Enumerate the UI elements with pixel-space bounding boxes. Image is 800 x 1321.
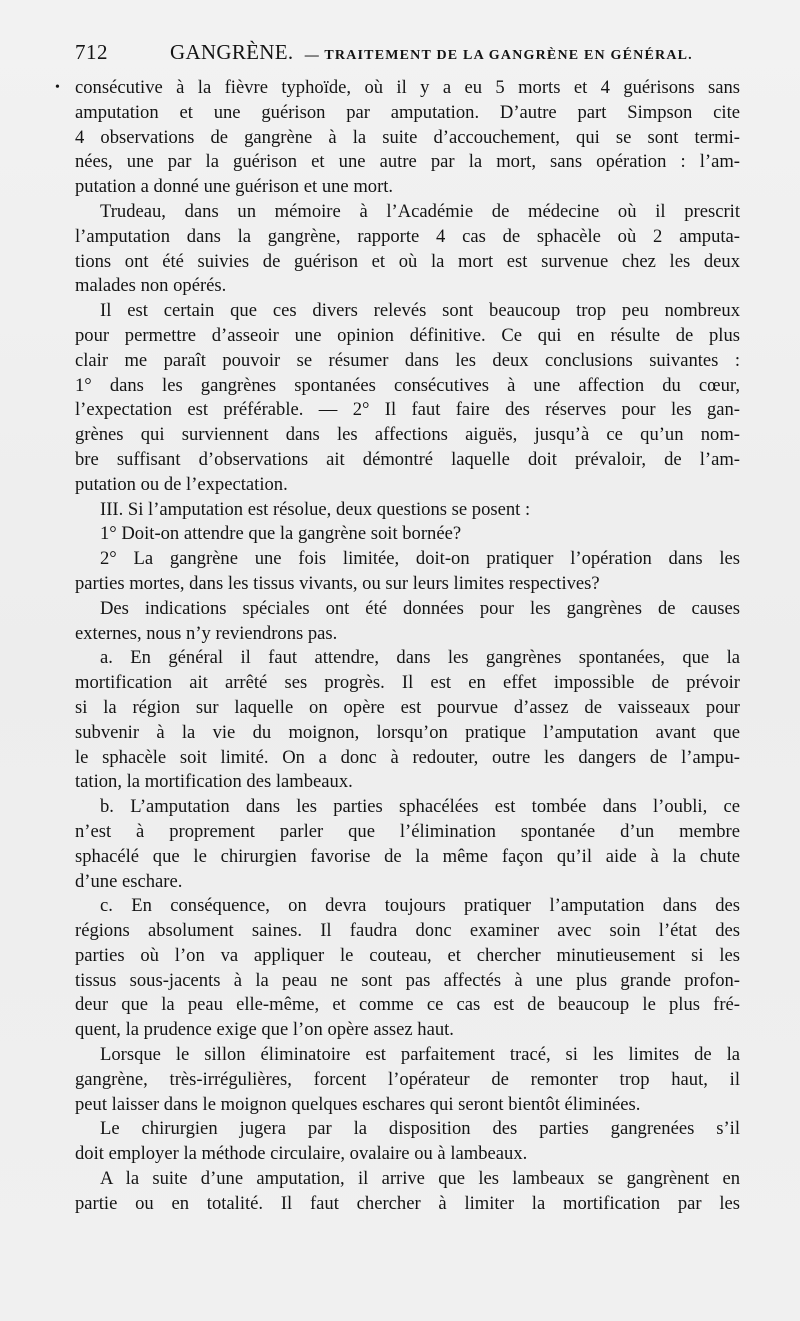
text-line: parties où l’on va appliquer le couteau, et chercher minutieusement si les: [75, 944, 740, 966]
text-line: b. L’amputation dans les parties sphacélées est tombée dans l’oubli, ce: [100, 796, 740, 818]
text-line: tation, la mortification des lambeaux.: [75, 771, 353, 793]
text-line: pour permettre d’asseoir une opinion définitive. Ce qui en résulte de plus: [75, 324, 740, 346]
running-header: [75, 40, 740, 70]
text-line: deur que la peau elle-même, et comme ce cas est de beaucoup le plus fré-: [75, 994, 740, 1016]
text-line: doit employer la méthode circulaire, ovalaire ou à lambeaux.: [75, 1143, 528, 1165]
text-line: Il est certain que ces divers relevés sont beaucoup trop peu nombreux: [100, 300, 740, 322]
text-line: malades non opérés.: [75, 275, 227, 297]
text-line: externes, nous n’y reviendrons pas.: [75, 622, 338, 644]
text-line: consécutive à la fièvre typhoïde, où il y a eu 5 morts et 4 guérisons sans: [75, 77, 740, 98]
text-line: Lorsque le sillon éliminatoire est parfaitement tracé, si les limites de la: [100, 1044, 740, 1066]
text-line: d’une eschare.: [75, 870, 183, 892]
running-title-sub: — TRAITEMENT DE LA GANGRÈNE EN GÉNÉRAL.: [304, 48, 693, 63]
text-line: 2° La gangrène une fois limitée, doit-on pratiquer l’opération dans les: [100, 548, 740, 570]
text-line: partie ou en totalité. Il faut chercher à limiter la mortification par les: [75, 1192, 740, 1214]
text-line: mortification ait arrêté ses progrès. Il est en effet impossible de prévoir: [75, 672, 740, 694]
page-number: 712: [75, 40, 108, 64]
text-line: putation a donné une guérison et une mort.: [75, 176, 394, 198]
text-line: 1° Doit-on attendre que la gangrène soit bornée?: [100, 523, 462, 545]
text-line: 4 observations de gangrène à la suite d’accouchement, qui se sont termi-: [75, 126, 740, 148]
text-line: tissus sous-jacents à la peau ne sont pas affectés à une plus grande profon-: [75, 969, 740, 991]
text-line: Le chirurgien jugera par la disposition des parties gangrenées s’il: [100, 1118, 740, 1140]
text-line: l’amputation dans la gangrène, rapporte 4 cas de sphacèle où 2 amputa-: [75, 225, 740, 247]
text-line: gangrène, très-irrégulières, forcent l’opérateur de remonter trop haut, il: [75, 1068, 740, 1090]
text-line: Trudeau, dans un mémoire à l’Académie de médecine où il prescrit: [100, 200, 740, 222]
text-line: le sphacèle soit limité. On a donc à redouter, outre les dangers de l’ampu-: [75, 746, 740, 768]
margin-mark: •: [55, 80, 60, 95]
text-line: c. En conséquence, on devra toujours pratiquer l’amputation dans des: [100, 895, 740, 917]
text-line: 1° dans les gangrènes spontanées consécutives à une affection du cœur,: [75, 374, 740, 396]
text-line: nées, une par la guérison et une autre par la mort, sans opération : l’am-: [75, 151, 740, 173]
text-line: Des indications spéciales ont été données pour les gangrènes de causes: [100, 597, 740, 619]
text-line: clair me paraît pouvoir se résumer dans les deux conclusions suivantes :: [75, 349, 740, 371]
text-line: amputation et une guérison par amputation. D’autre part Simpson cite: [75, 101, 740, 123]
text-line: quent, la prudence exige que l’on opère assez haut.: [75, 1019, 454, 1041]
running-title-main: GANGRÈNE.: [170, 40, 294, 64]
running-title: [170, 40, 693, 65]
text-line: bre suffisant d’observations ait démontré laquelle doit prévaloir, de l’am-: [75, 448, 740, 470]
text-line: A la suite d’une amputation, il arrive que les lambeaux se gangrènent en: [100, 1168, 740, 1190]
text-line: n’est à proprement parler que l’élimination spontanée d’un membre: [75, 820, 740, 842]
text-line: parties mortes, dans les tissus vivants, ou sur leurs limites respectives?: [75, 572, 600, 594]
text-line: III. Si l’amputation est résolue, deux questions se posent :: [100, 498, 531, 520]
text-line: a. En général il faut attendre, dans les gangrènes spontanées, que la: [100, 647, 740, 669]
text-line: si la région sur laquelle on opère est pourvue d’assez de vaisseaux pour: [75, 696, 740, 718]
text-line: putation ou de l’expectation.: [75, 473, 288, 495]
text-line: l’expectation est préférable. — 2° Il faut faire des réserves pour les gan-: [75, 399, 740, 421]
text-line: grènes qui surviennent dans les affections aiguës, jusqu’à ce qu’un nom-: [75, 424, 740, 446]
text-line: tions ont été suivies de guérison et où la mort est survenue chez les deux: [75, 250, 740, 272]
body-text: [75, 76, 740, 1217]
text-line: sphacélé que le chirurgien favorise de la même façon qu’il aide à la chute: [75, 845, 740, 867]
text-line: subvenir à la vie du moignon, lorsqu’on pratique l’amputation avant que: [75, 721, 740, 743]
text-line: peut laisser dans le moignon quelques eschares qui seront bientôt éliminées.: [75, 1093, 641, 1115]
text-line: régions absolument saines. Il faudra donc examiner avec soin l’état des: [75, 920, 740, 942]
